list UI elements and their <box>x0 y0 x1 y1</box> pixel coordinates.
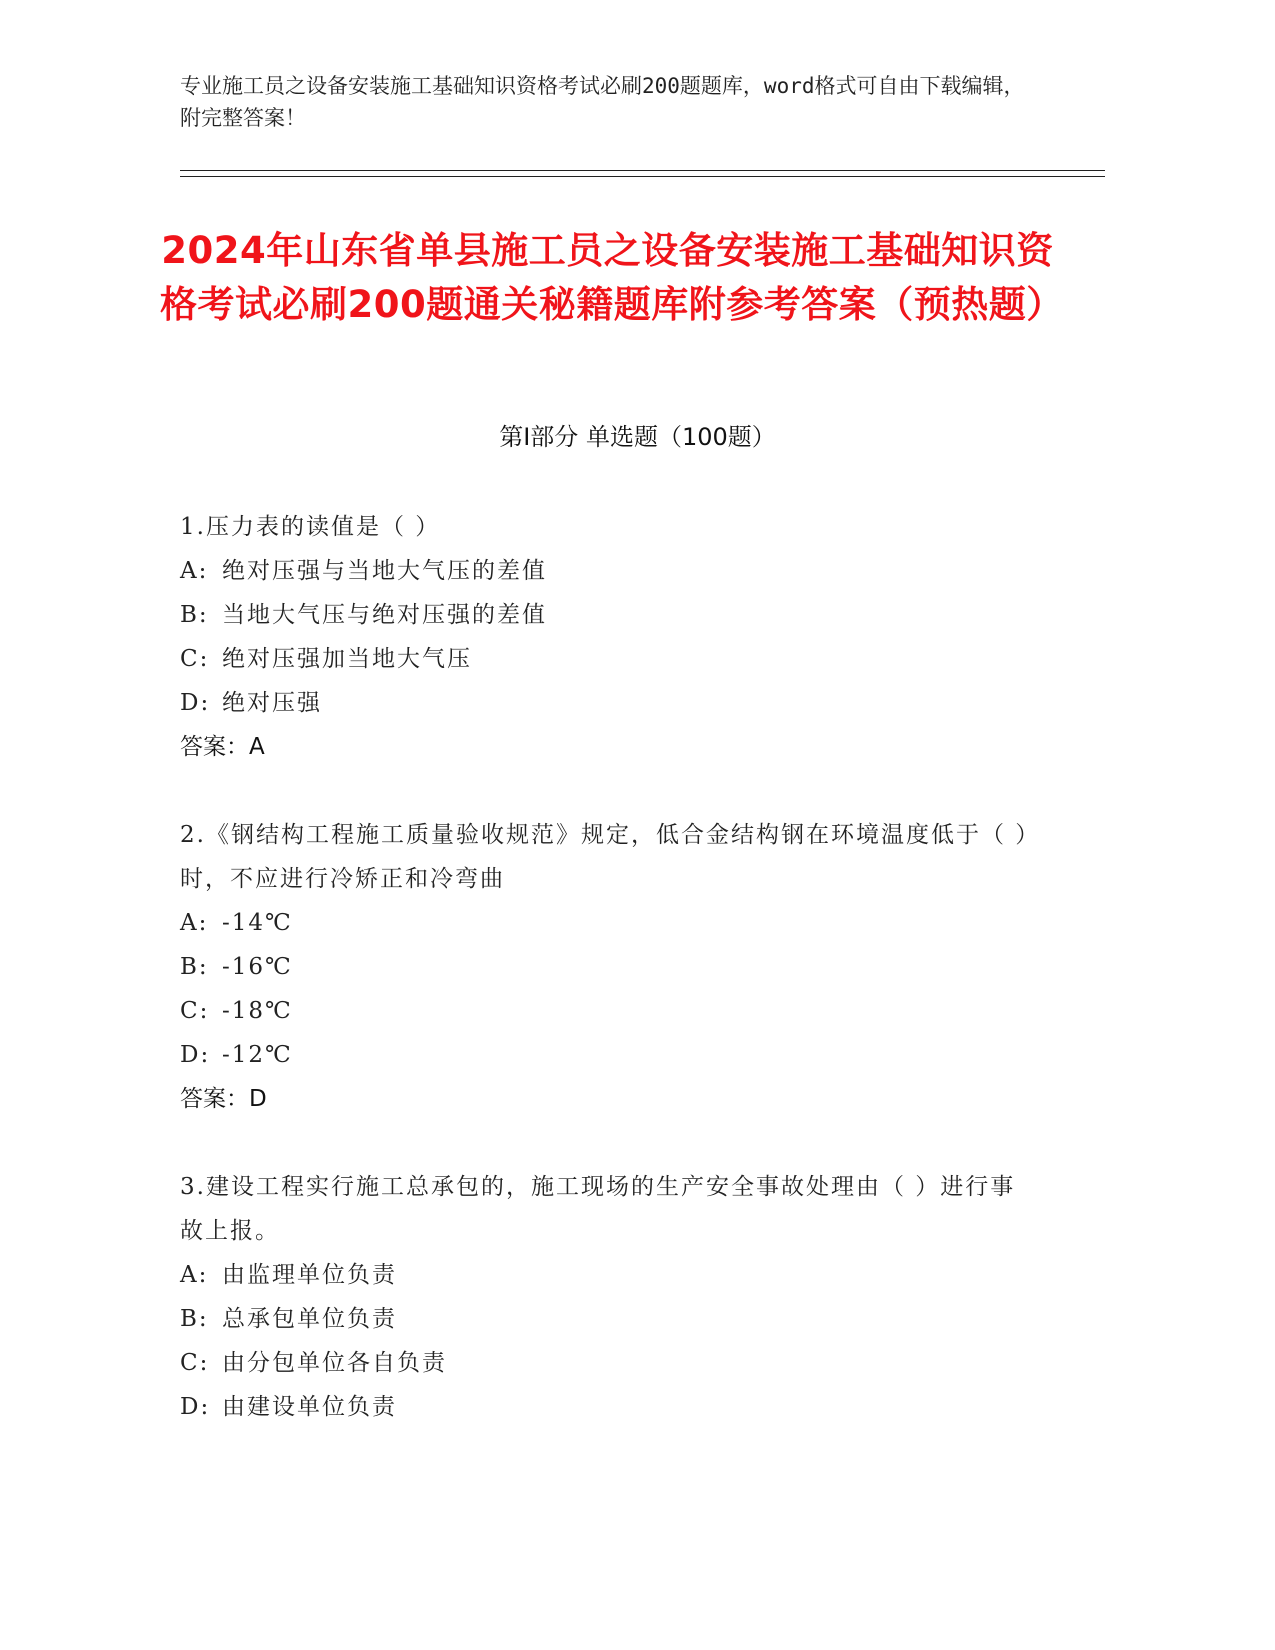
option-b <box>180 1297 1030 1341</box>
option-a <box>180 549 1030 593</box>
option-text: 由监理单位负责 <box>222 1262 397 1288</box>
option-key: C: <box>180 1350 210 1376</box>
header-note: 专业施工员之设备安装施工基础知识资格考试必刷200题题库，word格式可自由下载编辑，附完整答案！ <box>180 74 1025 130</box>
option-b <box>180 945 1030 989</box>
question-2 <box>180 813 1030 1121</box>
question-list <box>180 505 1030 1473</box>
question-1 <box>180 505 1030 769</box>
option-text: 由分包单位各自负责 <box>222 1350 447 1376</box>
header-divider-bottom <box>180 176 1105 177</box>
option-key: B: <box>180 1306 209 1332</box>
option-a <box>180 901 1030 945</box>
section-heading: 第Ⅰ部分 单选题（100题） <box>499 423 776 451</box>
option-key: B: <box>180 602 209 628</box>
option-text: 由建设单位负责 <box>222 1394 397 1420</box>
option-key: D: <box>180 1394 211 1420</box>
option-d <box>180 681 1030 725</box>
option-c <box>180 1341 1030 1385</box>
option-b <box>180 593 1030 637</box>
option-text: -12℃ <box>222 1042 293 1068</box>
answer-line: 答案：D <box>180 1086 267 1112</box>
header-divider-top <box>180 170 1105 171</box>
option-c <box>180 637 1030 681</box>
option-key: C: <box>180 646 210 672</box>
option-key: C: <box>180 998 210 1024</box>
question-3 <box>180 1165 1030 1429</box>
option-key: A: <box>180 1262 209 1288</box>
option-c <box>180 989 1030 1033</box>
option-text: 绝对压强与当地大气压的差值 <box>222 558 547 584</box>
question-stem: 2.《钢结构工程施工质量验收规范》规定，低合金结构钢在环境温度低于（ ）时，不应进行冷矫正和冷弯曲 <box>180 822 1029 892</box>
question-stem: 3.建设工程实行施工总承包的，施工现场的生产安全事故处理由（ ）进行事故上报。 <box>180 1174 1016 1244</box>
option-text: -16℃ <box>222 954 293 980</box>
option-key: A: <box>180 558 209 584</box>
option-text: 绝对压强加当地大气压 <box>222 646 472 672</box>
option-key: B: <box>180 954 209 980</box>
option-d <box>180 1385 1030 1429</box>
option-text: 当地大气压与绝对压强的差值 <box>222 602 547 628</box>
document-title: 2024年山东省单县施工员之设备安装施工基础知识资格考试必刷200题通关秘籍题库附参考答案（预热题） <box>160 229 1064 326</box>
option-key: D: <box>180 1042 211 1068</box>
option-key: D: <box>180 690 211 716</box>
option-text: -18℃ <box>222 998 293 1024</box>
answer-line: 答案：A <box>180 734 265 760</box>
option-a <box>180 1253 1030 1297</box>
option-text: -14℃ <box>222 910 293 936</box>
question-stem: 1.压力表的读值是（ ） <box>180 514 441 540</box>
option-text: 绝对压强 <box>222 690 322 716</box>
option-d <box>180 1033 1030 1077</box>
option-text: 总承包单位负责 <box>222 1306 397 1332</box>
option-key: A: <box>180 910 209 936</box>
